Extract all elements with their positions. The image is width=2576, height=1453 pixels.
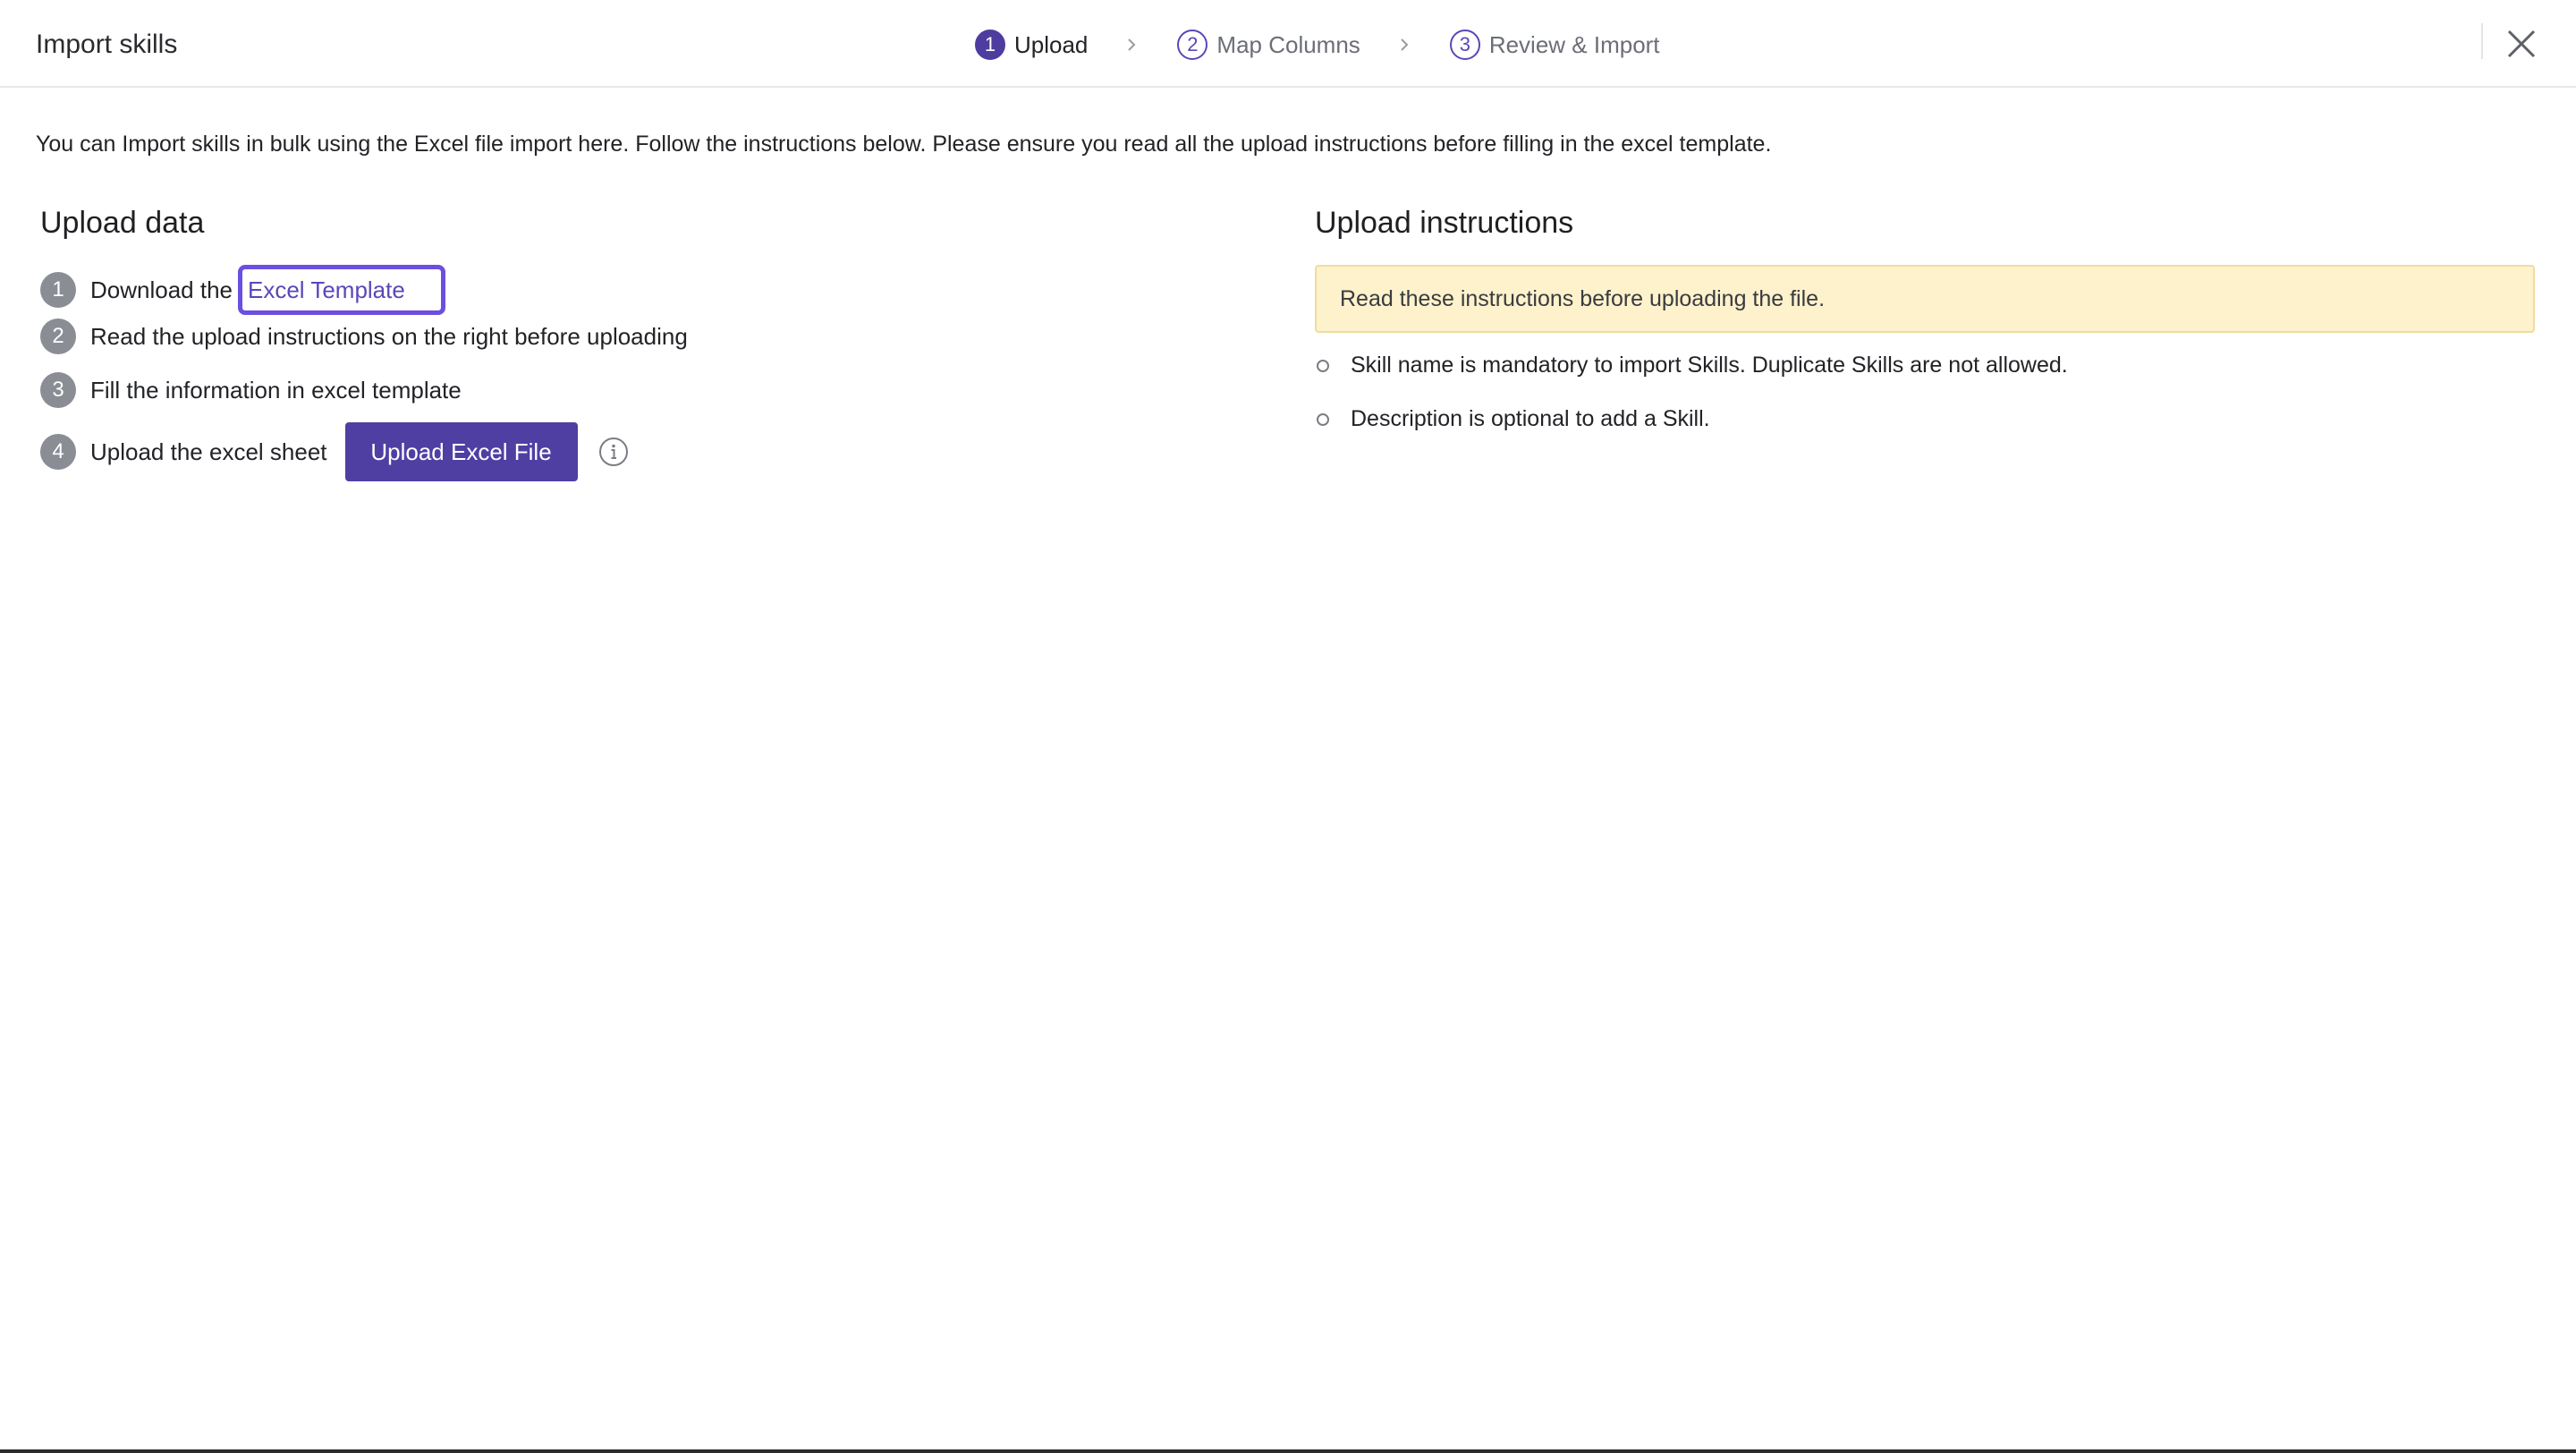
step-upload[interactable]: [975, 30, 1088, 60]
intro-text: You can Import skills in bulk using the Excel file import here. Follow the instructions below. Please ensure you read all the upload instructions before filling in the excel template.: [36, 132, 1772, 157]
step-number: 1: [975, 30, 1005, 60]
modal-header: [0, 0, 2576, 88]
step-label: Review & Import: [1488, 30, 1660, 58]
step-map-columns[interactable]: [1177, 30, 1360, 60]
instruction-item: [1315, 406, 1710, 432]
upload-excel-file-button[interactable]: Upload Excel File: [345, 422, 578, 481]
step-number: 2: [1177, 30, 1208, 60]
header-divider: [2481, 23, 2483, 59]
upload-instructions-title: Upload instructions: [1315, 206, 1574, 240]
step-text: Upload the excel sheet: [90, 438, 327, 465]
upload-step-1: [40, 265, 445, 315]
step-text: Download the: [90, 276, 233, 303]
chevron-right-icon: [1125, 38, 1138, 51]
instruction-item: [1315, 353, 2068, 378]
bullet-icon: [1317, 360, 1329, 372]
upload-step-3: [40, 372, 462, 408]
instruction-text: Description is optional to add a Skill.: [1351, 406, 1710, 431]
upload-data-title: Upload data: [40, 206, 205, 240]
instructions-notice: Read these instructions before uploading the file.: [1315, 265, 2535, 333]
step-badge: 4: [40, 434, 76, 470]
step-label: Upload: [1014, 30, 1089, 58]
step-text: Fill the information in excel template: [90, 376, 462, 404]
step-number: 3: [1450, 30, 1480, 60]
modal-title: Import skills: [36, 30, 178, 59]
step-badge: 2: [40, 319, 76, 354]
stepper: [975, 25, 1660, 64]
info-icon[interactable]: [597, 436, 630, 468]
step-label: Map Columns: [1216, 30, 1360, 58]
instruction-text: Skill name is mandatory to import Skills. Duplicate Skills are not allowed.: [1351, 353, 2068, 378]
excel-template-link[interactable]: Excel Template: [238, 265, 445, 315]
step-review-import[interactable]: [1450, 30, 1660, 60]
upload-step-4: [40, 422, 630, 481]
step-badge: 1: [40, 272, 76, 308]
chevron-right-icon: [1398, 38, 1411, 51]
step-text: Read the upload instructions on the right before uploading: [90, 322, 688, 350]
close-icon[interactable]: [2504, 27, 2538, 61]
upload-step-2: [40, 319, 688, 354]
step-badge: 3: [40, 372, 76, 408]
bullet-icon: [1317, 413, 1329, 426]
